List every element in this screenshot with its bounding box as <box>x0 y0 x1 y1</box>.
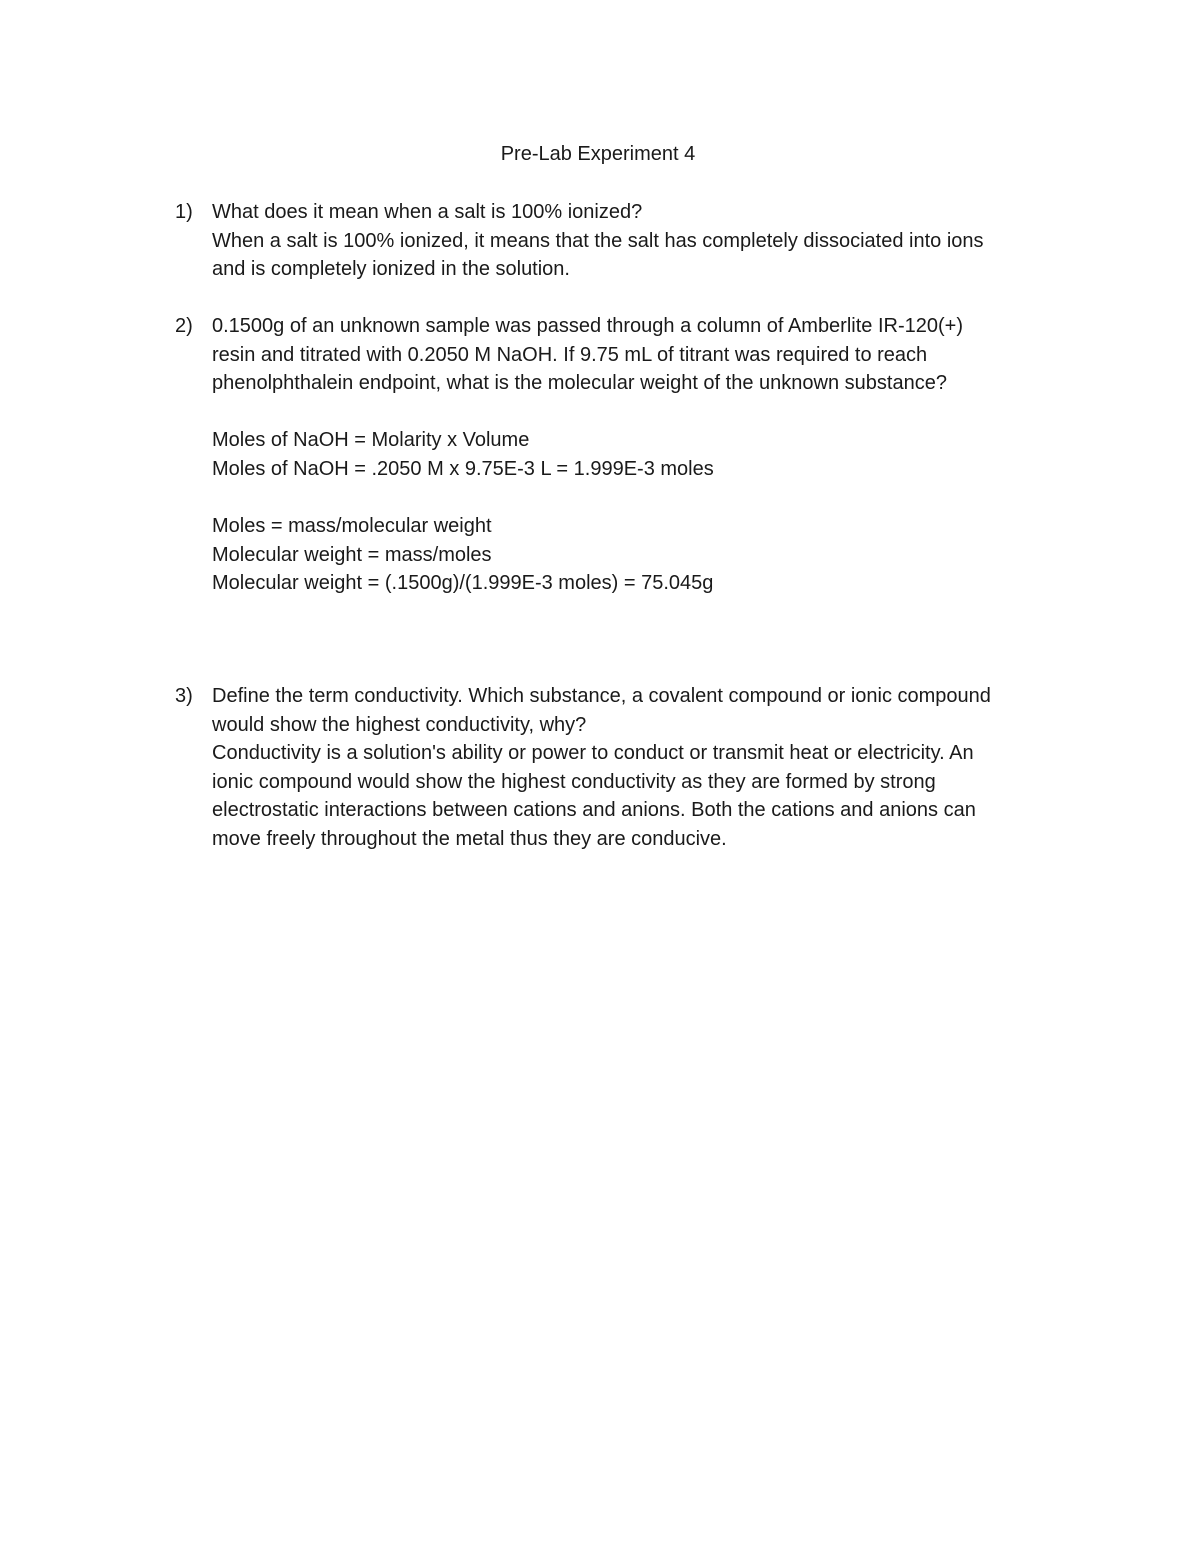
answer-line: When a salt is 100% ionized, it means that the salt has completely dissociated into ions <box>212 229 984 252</box>
question-prompt: What does it mean when a salt is 100% ionized? <box>212 201 643 223</box>
work-line: Moles = mass/molecular weight <box>212 515 492 538</box>
question-body <box>212 312 1072 598</box>
answer-line: and is completely ionized in the solution. <box>212 258 570 281</box>
question-prompt: 0.1500g of an unknown sample was passed through a column of Amberlite IR-120(+) <box>212 315 963 337</box>
answer-line: electrostatic interactions between cations and anions. Both the cations and anions can <box>212 799 976 822</box>
question-number: 2) <box>175 315 193 337</box>
question-body <box>212 682 1072 854</box>
question-number: 3) <box>175 685 193 707</box>
question-number: 1) <box>175 201 193 223</box>
question-prompt: Define the term conductivity. Which substance, a covalent compound or ionic compound <box>212 685 991 707</box>
work-line: Molecular weight = (.1500g)/(1.999E-3 moles) = 75.045g <box>212 572 714 595</box>
question-body <box>212 198 1072 284</box>
document-title: Pre-Lab Experiment 4 <box>500 143 696 165</box>
work-line: Moles of NaOH = Molarity x Volume <box>212 429 530 452</box>
question-prompt: phenolphthalein endpoint, what is the molecular weight of the unknown substance? <box>212 372 947 395</box>
work-line: Molecular weight = mass/moles <box>212 543 492 566</box>
question-prompt: resin and titrated with 0.2050 M NaOH. If 9.75 mL of titrant was required to reach <box>212 343 928 366</box>
question-prompt: would show the highest conductivity, why? <box>212 713 587 736</box>
work-line: Moles of NaOH = .2050 M x 9.75E-3 L = 1.999E-3 moles <box>212 457 714 480</box>
answer-line: Conductivity is a solution's ability or power to conduct or transmit heat or electricity. An <box>212 742 974 765</box>
answer-line: move freely throughout the metal thus they are conducive. <box>212 827 727 850</box>
answer-line: ionic compound would show the highest conductivity as they are formed by strong <box>212 770 936 793</box>
